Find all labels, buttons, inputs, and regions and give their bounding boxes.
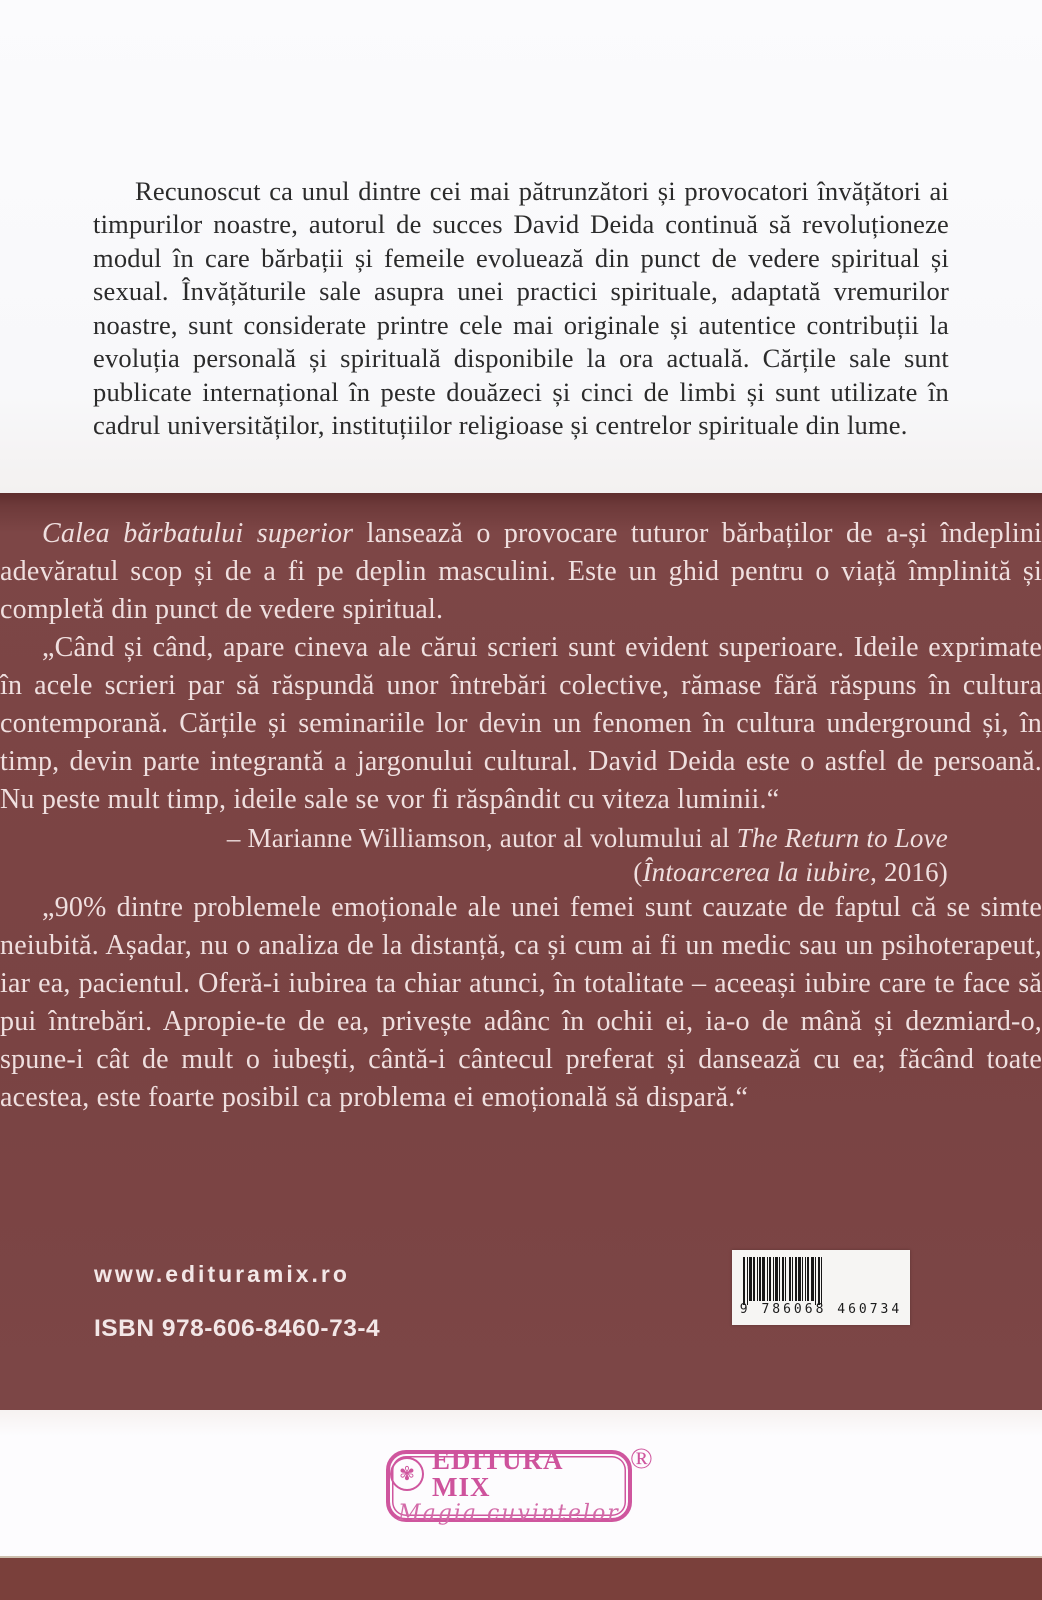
- attribution-year: , 2016): [870, 857, 948, 887]
- attribution-open-paren: (: [633, 857, 643, 887]
- intro-section: [0, 0, 1042, 493]
- attribution-title-en: The Return to Love: [736, 823, 948, 853]
- registered-trademark-icon: ®: [630, 1442, 653, 1475]
- publisher-logo-top: [390, 1447, 628, 1501]
- publisher-website: www.edituramix.ro: [94, 1261, 350, 1287]
- barcode-bars: [741, 1255, 901, 1305]
- attribution-line2: [94, 855, 948, 889]
- publisher-logo-inner: [390, 1447, 628, 1525]
- lead-paragraph-text: lansează o provocare tuturor bărbaților de a-și îndeplini adevăratul scop și de a fi pe deplin masculini. Este un ghid pentru o viață împlinită și completă din punct de vedere spiritual.: [0, 518, 1042, 625]
- lead-paragraph: [0, 493, 1042, 629]
- bottom-edge-strip: [0, 1556, 1042, 1600]
- attribution-line1: [94, 821, 948, 855]
- publisher-logo: [386, 1445, 632, 1526]
- quote-marianne: „Când și când, apare cineva ale cărui scrieri sunt evident superioare. Ideile exprimate în acele scrieri par să răspundă unor întrebări colective, rămase fără răspuns în cultura contemporană. Cărțile și seminariile lor devin un fenomen în cultura underground și, în timp, devin parte integrantă a jargonului cultural. David Deida este o astfel de persoană. Nu peste mult timp, ideile sale se vor fi răspândit cu viteza luminii.“: [0, 632, 1042, 815]
- attribution-title-ro: Întoarcerea la iubire: [642, 857, 871, 887]
- blurb-section: [0, 493, 1042, 1410]
- attribution-prefix: – Marianne Williamson, autor al volumului al: [226, 823, 737, 853]
- barcode: [732, 1250, 910, 1325]
- publisher-name: EDITURA MIX: [431, 1445, 562, 1502]
- publisher-tagline: Magia cuvintelor: [398, 1501, 620, 1526]
- book-title-italic: Calea bărbatului superior: [42, 518, 354, 549]
- barcode-digits: 9 786068 460734: [739, 1302, 903, 1317]
- flower-icon: ✾: [390, 1457, 424, 1491]
- quote-attribution: [94, 821, 948, 889]
- footer-section: [0, 1410, 1042, 1556]
- isbn-text: ISBN 978-606-8460-73-4: [94, 1315, 381, 1342]
- quote-ninety-percent: „90% dintre problemele emoționale ale unei femei sunt cauzate de faptul că se simte neiubită. Așadar, nu o analiza de la distanță, ca și cum ai fi un medic sau un psihoterapeut, iar ea, pacientul. Oferă-i iubirea ta chiar atunci, în totalitate – aceeași iubire care te face să pui întrebări. Apropie-te de ea, privește adânc în ochii ei, ia-o de mână și dezmiard-o, spune-i cât de mult o iubești, cântă-i cântecul preferat și dansează cu ea; făcând toate acestea, este foarte posibil ca problema ei emoțională să dispară.“: [0, 892, 1042, 1113]
- intro-paragraph: Recunoscut ca unul dintre cei mai pătrunzători și provocatori învățători ai timpurilor noastre, autorul de succes David Deida continuă să revoluționeze modul în care bărbații și femeile evoluează din punct de vedere spiritual și sexual. Învățăturile sale asupra unei practici spirituale, adaptată vremurilor noastre, sunt considerate printre cele mai originale și autentice contribuții la evoluția personală și spirituală disponibile la ora actuală. Cărțile sale sunt publicate internațional în peste douăzeci și cinci de limbi și sunt utilizate în cadrul universităților, instituțiilor religioase și centrelor spirituale din lume.: [93, 175, 949, 440]
